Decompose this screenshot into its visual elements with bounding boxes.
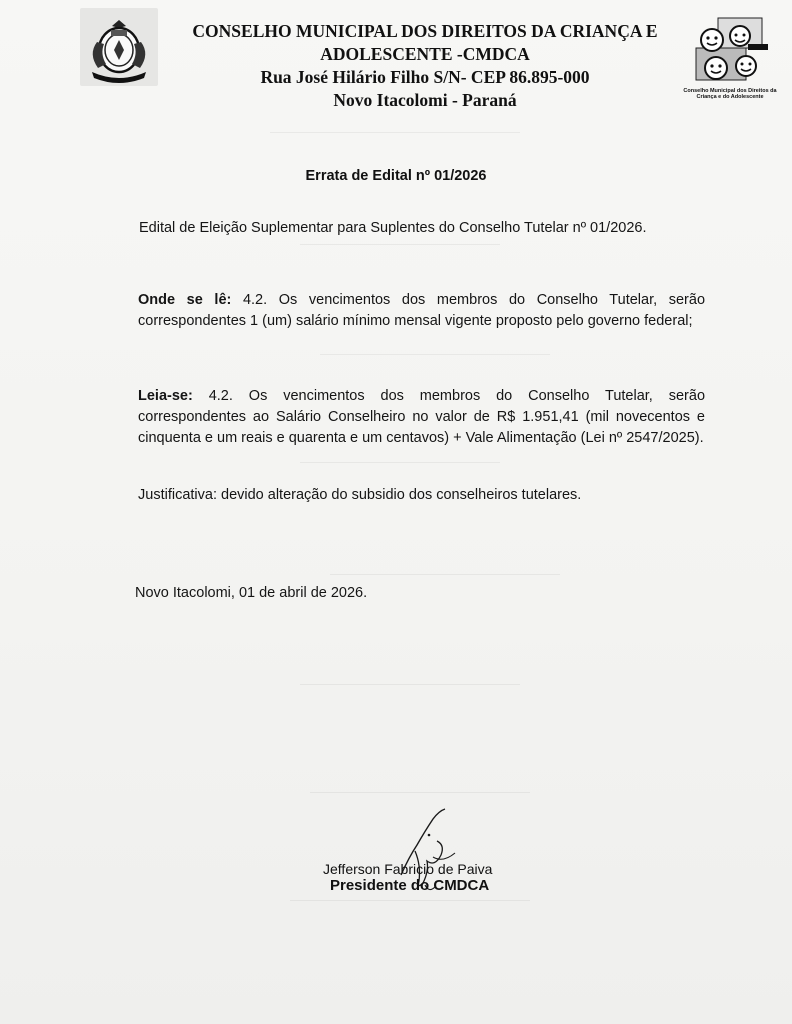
scan-artifact	[330, 574, 560, 575]
where-reads-text: 4.2. Os vencimentos dos membros do Conselho Tutelar, serão correspondentes 1 (um) salário mínimo mensal vigente proposto pelo governo federal;	[138, 292, 706, 329]
read-as-label: Leia-se:	[138, 388, 193, 404]
scan-artifact	[300, 684, 520, 685]
document-title: Errata de Edital nº 01/2026	[305, 168, 487, 184]
where-reads-paragraph	[138, 290, 705, 332]
scan-artifact	[270, 132, 520, 133]
scan-artifact	[290, 900, 530, 901]
letterhead-line-2: ADOLESCENTE -CMDCA	[320, 44, 530, 64]
place-date: Novo Itacolomi, 01 de abril de 2026.	[135, 585, 368, 601]
scan-artifact	[320, 354, 550, 355]
read-as-paragraph	[138, 386, 705, 449]
read-as-text: 4.2. Os vencimentos dos membros do Conselho Tutelar, serão correspondentes ao Salário Conselheiro no valor de R$ 1.951,41 (mil novecentos e cinquenta e um reais e quarenta e um centavos) + Vale Alimentação (Lei nº 2547/2025).	[138, 388, 706, 446]
scan-artifact	[300, 244, 500, 245]
signatory-role: Presidente do CMDCA	[330, 877, 490, 894]
letterhead-line-1: CONSELHO MUNICIPAL DOS DIREITOS DA CRIANÇA E	[192, 21, 658, 41]
subject-line: Edital de Eleição Suplementar para Suplentes do Conselho Tutelar nº 01/2026.	[139, 220, 647, 236]
signatory-name: Jefferson Fabricio de Paiva	[323, 861, 493, 877]
letterhead-address: Rua José Hilário Filho S/N- CEP 86.895-000	[260, 67, 590, 87]
cmdca-logo	[683, 14, 777, 104]
municipal-coat-of-arms-icon	[78, 6, 160, 90]
logo-caption: Conselho Municipal dos Direitos da Criança e do Adolescente	[683, 88, 777, 100]
scan-artifact	[300, 462, 500, 463]
letterhead	[160, 20, 690, 112]
children-faces-logo-icon	[688, 14, 770, 88]
justification: Justificativa: devido alteração do subsidio dos conselheiros tutelares.	[138, 487, 582, 503]
letterhead-city: Novo Itacolomi - Paraná	[333, 90, 517, 110]
scan-artifact	[310, 792, 530, 793]
where-reads-label: Onde se lê:	[138, 292, 232, 308]
